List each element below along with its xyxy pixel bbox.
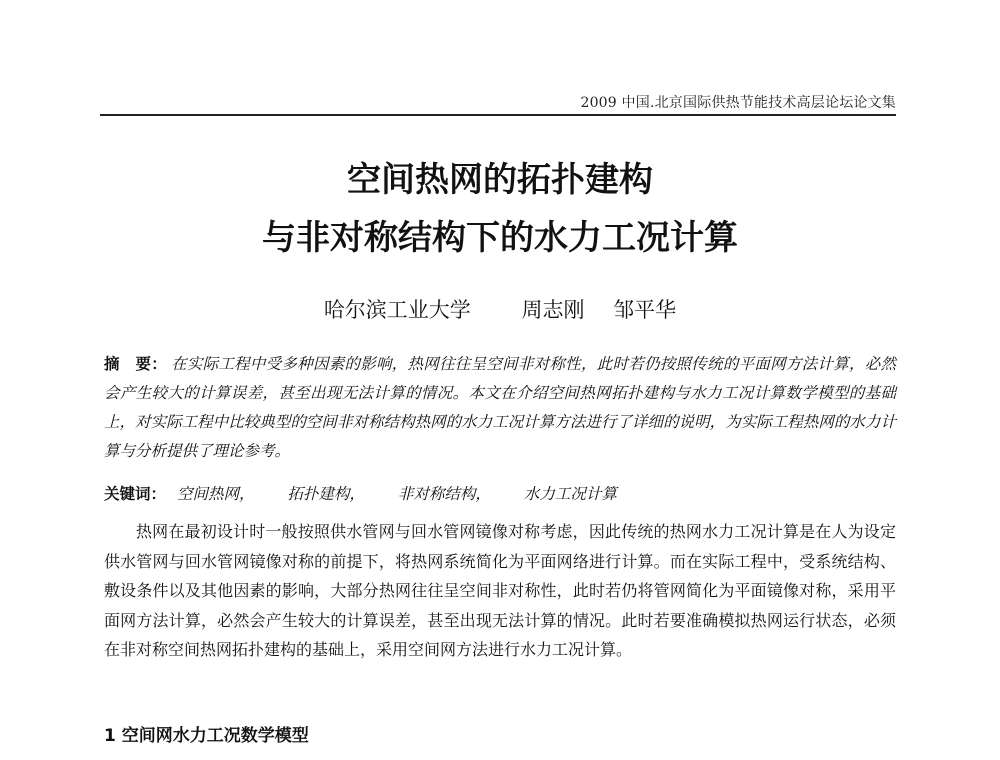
paper-title-line-2: 与非对称结构下的水力工况计算 bbox=[262, 218, 738, 258]
paper-title-line-1: 空间热网的拓扑建构 bbox=[347, 160, 653, 200]
author-1: 周志刚 bbox=[521, 298, 585, 322]
keywords bbox=[104, 482, 896, 506]
section-heading-1: 1 空间网水力工况数学模型 bbox=[104, 726, 309, 746]
keyword-2: 拓扑建构， bbox=[287, 485, 365, 503]
keyword-4: 水力工况计算 bbox=[523, 485, 617, 503]
keyword-1: 空间热网， bbox=[176, 485, 255, 503]
abstract-text: 在实际工程中受多种因素的影响，热网往往呈空间非对称性，此时若仍按照传统的平面网方法计算，必然会产生较大的计算误差，甚至出现无法计算的情况。本文在介绍空间热网拓扑建构与水力工况计算数学模型的基础上，对实际工程中比较典型的空间非对称结构热网的水力工况计算方法进行了详细的说明，为实际工程热网的水力计算与分析提供了理论参考。 bbox=[104, 355, 896, 460]
abstract-label: 摘 要： bbox=[104, 355, 168, 373]
keyword-3: 非对称结构， bbox=[397, 485, 491, 503]
keywords-label: 关键词： bbox=[104, 485, 167, 503]
author-line bbox=[100, 296, 900, 324]
header-rule bbox=[100, 114, 896, 116]
running-header: 2009 中国.北京国际供热节能技术高层论坛论文集 bbox=[580, 95, 896, 111]
author-2: 邹平华 bbox=[613, 298, 677, 322]
affiliation: 哈尔滨工业大学 bbox=[323, 298, 471, 322]
body-paragraph-1: 热网在最初设计时一般按照供水管网与回水管网镜像对称考虑，因此传统的热网水力工况计算是在人为设定供水管网与回水管网镜像对称的前提下，将热网系统简化为平面网络进行计算。而在实际工程中，受系统结构、敷设条件以及其他因素的影响，大部分热网往往呈空间非对称性，此时若仍将管网简化为平面镜像对称，采用平面网方法计算，必然会产生较大的计算误差，甚至出现无法计算的情况。此时若要准确模拟热网运行状态，必须在非对称空间热网拓扑建构的基础上，采用空间网方法进行水力工况计算。 bbox=[104, 522, 896, 660]
abstract bbox=[104, 350, 896, 466]
